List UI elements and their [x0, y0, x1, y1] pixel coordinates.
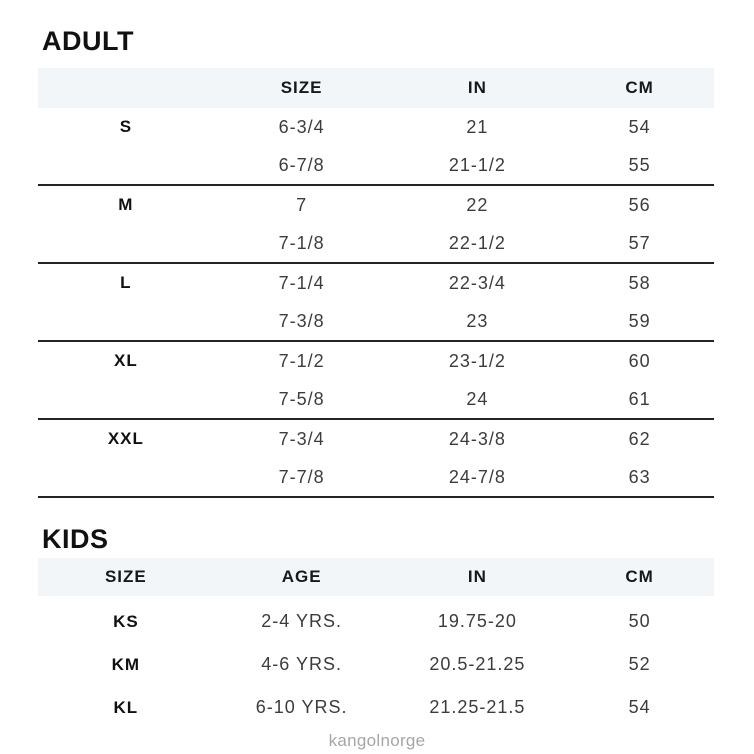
table-row [38, 264, 714, 302]
size-value: 7-7/8 [278, 466, 325, 487]
table-row [38, 600, 714, 643]
table-row [38, 186, 714, 224]
cm-value: 54 [628, 116, 651, 137]
cm-value: 50 [628, 611, 651, 631]
adult-table-header-row [38, 68, 714, 108]
inches-value: 19.75-20 [437, 611, 517, 631]
inches-value: 22 [466, 194, 489, 215]
size-label: KS [113, 611, 139, 631]
inches-value: 24-7/8 [448, 466, 506, 487]
cm-value: 59 [628, 310, 651, 331]
cm-value: 58 [628, 272, 651, 293]
kids-size-table [38, 558, 714, 729]
table-row [38, 224, 714, 262]
size-label: KL [113, 697, 139, 717]
kids-table-body [38, 596, 714, 729]
size-label: XXL [107, 429, 144, 448]
table-row [38, 146, 714, 184]
size-value: 7-3/4 [278, 428, 325, 449]
table-row [38, 380, 714, 418]
cm-value: 52 [628, 654, 651, 674]
inches-value: 22-1/2 [448, 232, 506, 253]
table-row [38, 458, 714, 496]
brand-watermark: kangolnorge [328, 731, 426, 750]
table-row [38, 108, 714, 146]
table-row [38, 420, 714, 458]
size-value: 7-1/2 [278, 350, 325, 371]
cm-value: 60 [628, 350, 651, 371]
cm-value: 63 [628, 466, 651, 487]
inches-value: 24 [466, 388, 489, 409]
kids-col-header-cm: CM [625, 567, 654, 586]
size-label: L [120, 273, 132, 292]
kids-col-header-age: AGE [281, 567, 322, 586]
adult-size-group-m [38, 186, 714, 264]
age-value: 2-4 YRS. [261, 611, 342, 631]
adult-size-group-xl [38, 342, 714, 420]
footer [0, 731, 754, 751]
cm-value: 57 [628, 232, 651, 253]
adult-col-header-cm: CM [625, 78, 654, 97]
table-row [38, 643, 714, 686]
size-value: 7 [296, 194, 308, 215]
inches-value: 22-3/4 [448, 272, 506, 293]
cm-value: 61 [628, 388, 651, 409]
adult-size-group-l [38, 264, 714, 342]
adult-size-group-s [38, 108, 714, 186]
size-value: 7-3/8 [278, 310, 325, 331]
kids-section-heading: KIDS [42, 524, 109, 554]
size-value: 7-5/8 [278, 388, 325, 409]
age-value: 6-10 YRS. [255, 697, 348, 717]
size-label: S [119, 117, 133, 136]
inches-value: 24-3/8 [448, 428, 506, 449]
cm-value: 54 [628, 697, 651, 717]
size-value: 7-1/4 [278, 272, 325, 293]
size-value: 7-1/8 [278, 232, 325, 253]
adult-size-table [38, 68, 714, 498]
table-row [38, 686, 714, 729]
size-value: 6-3/4 [278, 116, 325, 137]
cm-value: 55 [628, 154, 651, 175]
age-value: 4-6 YRS. [261, 654, 342, 674]
size-label: KM [111, 654, 141, 674]
kids-col-header-size: SIZE [104, 567, 147, 586]
adult-size-group-xxl [38, 420, 714, 498]
adult-section-heading: ADULT [42, 26, 134, 56]
kids-table-header-row [38, 558, 714, 596]
size-label: XL [114, 351, 138, 370]
adult-col-header-in: IN [467, 78, 487, 97]
kids-col-header-in: IN [467, 567, 487, 586]
inches-value: 21-1/2 [448, 154, 506, 175]
cm-value: 62 [628, 428, 651, 449]
inches-value: 23-1/2 [448, 350, 506, 371]
inches-value: 21.25-21.5 [429, 697, 526, 717]
adult-col-header-size: SIZE [280, 78, 323, 97]
table-row [38, 302, 714, 340]
inches-value: 21 [466, 116, 489, 137]
inches-value: 23 [466, 310, 489, 331]
inches-value: 20.5-21.25 [429, 654, 526, 674]
table-row [38, 342, 714, 380]
cm-value: 56 [628, 194, 651, 215]
size-label: M [118, 195, 134, 214]
size-value: 6-7/8 [278, 154, 325, 175]
